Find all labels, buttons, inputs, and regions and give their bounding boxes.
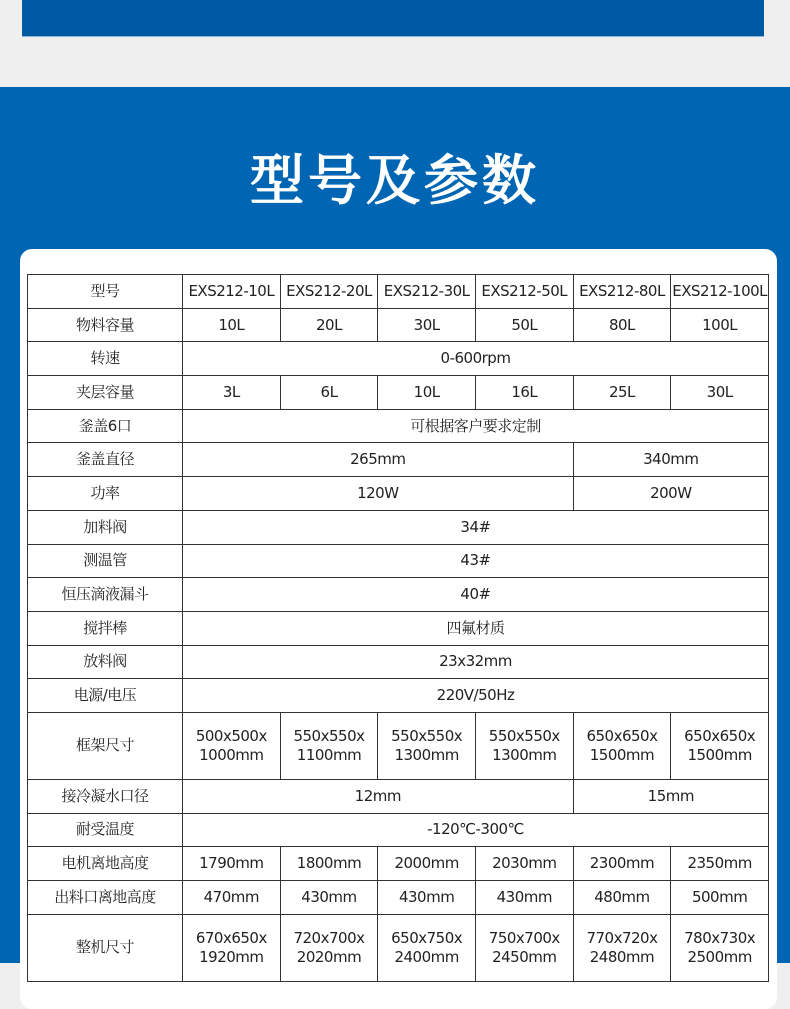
row-label: 釜盖直径: [28, 443, 183, 477]
table-cell: 20L: [280, 308, 378, 342]
row-label: 框架尺寸: [28, 712, 183, 779]
table-row: [28, 611, 769, 645]
table-cell: 430mm: [475, 881, 573, 915]
table-cell: 0-600rpm: [183, 342, 769, 376]
table-row: [28, 645, 769, 679]
table-cell: 470mm: [183, 881, 281, 915]
row-label: 整机尺寸: [28, 914, 183, 981]
table-cell: 10L: [183, 308, 281, 342]
row-label: 釜盖6口: [28, 409, 183, 443]
table-cell: 500x500x 1000mm: [183, 712, 281, 779]
table-cell: 6L: [280, 376, 378, 410]
table-cell: 2300mm: [573, 847, 671, 881]
table-row: [28, 409, 769, 443]
table-row: [28, 813, 769, 847]
table-cell: 770x720x 2480mm: [573, 914, 671, 981]
table-row: [28, 510, 769, 544]
table-cell: 750x700x 2450mm: [475, 914, 573, 981]
section-title: 型号及参数: [250, 149, 540, 212]
table-cell: 10L: [378, 376, 476, 410]
table-cell: 120W: [183, 477, 574, 511]
table-row: [28, 275, 769, 309]
table-cell: 四氟材质: [183, 611, 769, 645]
table-cell: 550x550x 1100mm: [280, 712, 378, 779]
row-label: 耐受温度: [28, 813, 183, 847]
table-row: [28, 712, 769, 779]
row-label: 型号: [28, 275, 183, 309]
table-cell: 80L: [573, 308, 671, 342]
row-label: 恒压滴液漏斗: [28, 578, 183, 612]
table-cell: 650x650x 1500mm: [671, 712, 769, 779]
table-row: [28, 779, 769, 813]
row-label: 电机离地高度: [28, 847, 183, 881]
table-cell: -120℃-300℃: [183, 813, 769, 847]
table-cell: 100L: [671, 308, 769, 342]
row-label: 出料口离地高度: [28, 881, 183, 915]
table-cell: EXS212-100L: [671, 275, 769, 309]
table-row: [28, 477, 769, 511]
table-cell: 16L: [475, 376, 573, 410]
table-cell: 2350mm: [671, 847, 769, 881]
table-cell: 480mm: [573, 881, 671, 915]
table-cell: 720x700x 2020mm: [280, 914, 378, 981]
row-label: 转速: [28, 342, 183, 376]
row-label: 物料容量: [28, 308, 183, 342]
table-row: [28, 679, 769, 713]
table-cell: 430mm: [280, 881, 378, 915]
table-cell: 12mm: [183, 779, 574, 813]
table-cell: EXS212-80L: [573, 275, 671, 309]
row-label: 功率: [28, 477, 183, 511]
table-cell: EXS212-50L: [475, 275, 573, 309]
table-cell: 220V/50Hz: [183, 679, 769, 713]
row-label: 搅拌棒: [28, 611, 183, 645]
table-row: [28, 847, 769, 881]
row-label: 放料阀: [28, 645, 183, 679]
table-cell: 780x730x 2500mm: [671, 914, 769, 981]
table-cell: EXS212-20L: [280, 275, 378, 309]
table-cell: 265mm: [183, 443, 574, 477]
table-cell: 1790mm: [183, 847, 281, 881]
table-cell: 23x32mm: [183, 645, 769, 679]
table-cell: 550x550x 1300mm: [378, 712, 476, 779]
table-row: [28, 308, 769, 342]
table-row: [28, 544, 769, 578]
table-cell: 200W: [573, 477, 768, 511]
table-cell: 2000mm: [378, 847, 476, 881]
table-row: [28, 342, 769, 376]
table-cell: 3L: [183, 376, 281, 410]
table-cell: 340mm: [573, 443, 768, 477]
spec-table: [27, 274, 769, 982]
row-label: 电源/电压: [28, 679, 183, 713]
row-label: 接冷凝水口径: [28, 779, 183, 813]
table-row: [28, 443, 769, 477]
table-cell: 1800mm: [280, 847, 378, 881]
row-label: 夹层容量: [28, 376, 183, 410]
table-cell: 15mm: [573, 779, 768, 813]
table-cell: 40#: [183, 578, 769, 612]
table-row: [28, 578, 769, 612]
table-cell: 25L: [573, 376, 671, 410]
table-cell: 670x650x 1920mm: [183, 914, 281, 981]
table-cell: 43#: [183, 544, 769, 578]
table-cell: 30L: [671, 376, 769, 410]
top-banner: [22, 0, 764, 37]
table-cell: EXS212-30L: [378, 275, 476, 309]
table-cell: 50L: [475, 308, 573, 342]
table-cell: 可根据客户要求定制: [183, 409, 769, 443]
table-cell: 34#: [183, 510, 769, 544]
table-row: [28, 914, 769, 981]
row-label: 测温管: [28, 544, 183, 578]
table-cell: 550x550x 1300mm: [475, 712, 573, 779]
table-row: [28, 881, 769, 915]
table-cell: 30L: [378, 308, 476, 342]
table-cell: 430mm: [378, 881, 476, 915]
table-cell: EXS212-10L: [183, 275, 281, 309]
table-cell: 650x650x 1500mm: [573, 712, 671, 779]
table-row: [28, 376, 769, 410]
table-cell: 500mm: [671, 881, 769, 915]
table-cell: 2030mm: [475, 847, 573, 881]
row-label: 加料阀: [28, 510, 183, 544]
table-cell: 650x750x 2400mm: [378, 914, 476, 981]
